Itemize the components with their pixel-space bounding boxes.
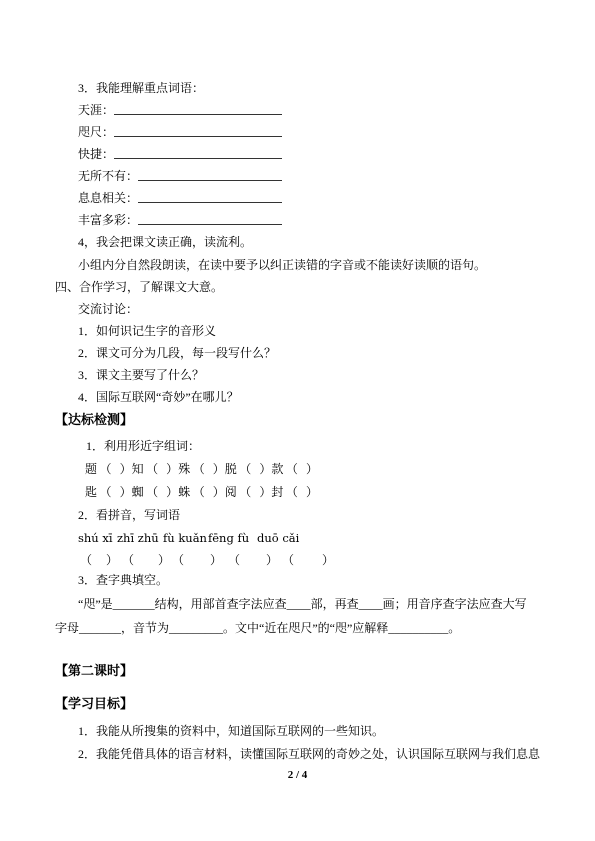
discussion-question: 3．课文主要写了什么？	[78, 368, 205, 382]
char-blank: 知（ ）	[131, 462, 179, 476]
char-blank: 殊（ ）	[178, 462, 225, 476]
vocab-term: 无所不有：	[78, 169, 139, 183]
char-blank: 阅（ ）	[224, 485, 272, 499]
reading-heading: 4，我会把课文读正确，读流利。	[78, 235, 253, 249]
q3-line: “咫”是_______结构，用部首查字法应查____部，再查____画；用音序查字法应查大写	[78, 597, 527, 611]
q3-line: 字母_______，音节为_________。文中“近在咫尺”的“咫”应解释__________。	[55, 621, 461, 635]
vocab-row	[78, 147, 282, 161]
word-blank: （ ）	[80, 553, 118, 567]
assessment-title: 【达标检测】	[55, 412, 134, 427]
goal-item: 1．我能从所搜集的资料中，知道国际互联网的一些知识。	[78, 724, 385, 738]
discussion-question: 4．国际互联网“奇妙”在哪儿？	[78, 390, 239, 404]
answer-line	[114, 114, 282, 115]
vocab-term: 咫尺：	[78, 125, 115, 139]
vocab-row	[78, 191, 282, 205]
pinyin: fēng fù	[208, 531, 250, 545]
char-blank: 匙（ ）	[85, 485, 132, 499]
answer-line	[114, 136, 282, 137]
vocab-heading: 3．我能理解重点词语：	[78, 81, 205, 95]
goal-item: 2．我能凭借具体的语言材料，读懂国际互联网的奇妙之处，认识国际互联网与我们息息	[78, 747, 541, 761]
word-blank: （ ）	[282, 553, 334, 567]
similar-chars-row	[85, 462, 318, 476]
char-blank: 题（ ）	[85, 462, 132, 476]
answer-line	[138, 180, 282, 181]
char-blank: 蛛（ ）	[178, 485, 225, 499]
discussion-question: 1．如何识记生字的音形义	[78, 324, 217, 338]
char-blank: 封（ ）	[271, 485, 318, 499]
word-blank: （ ）	[228, 553, 278, 567]
discussion-question: 2．课文可分为几段，每一段写什么？	[78, 346, 277, 360]
page-number: 2 / 4	[287, 769, 308, 781]
discussion-label: 交流讨论：	[78, 302, 139, 316]
lesson-title: 【第二课时】	[55, 663, 134, 678]
char-blank: 蜘（ ）	[131, 485, 179, 499]
answer-line	[138, 224, 282, 225]
q2-heading: 2．看拼音，写词语	[78, 508, 181, 522]
word-blank: （ ）	[122, 553, 170, 567]
vocab-row	[78, 213, 282, 227]
vocab-row	[78, 169, 282, 183]
pinyin: shú xī	[78, 531, 113, 545]
vocab-term: 丰富多彩：	[78, 213, 139, 227]
vocab-term: 息息相关：	[78, 191, 139, 205]
vocab-row	[78, 103, 282, 117]
section-heading: 四、合作学习，了解课文大意。	[55, 280, 224, 294]
pinyin: zhī zhū	[117, 531, 159, 545]
char-blank: 款（ ）	[271, 462, 318, 476]
word-blank: （ ）	[172, 553, 222, 567]
reading-instruction: 小组内分自然段朗读，在读中要予以纠正读错的字音或不能读好读顺的语句。	[78, 258, 487, 272]
answer-line	[138, 202, 282, 203]
similar-chars-row	[85, 485, 318, 499]
goals-title: 【学习目标】	[55, 696, 134, 711]
char-blank: 脱（ ）	[224, 462, 272, 476]
vocab-row	[78, 125, 282, 139]
pinyin: duō cǎi	[257, 531, 300, 545]
vocab-term: 快捷：	[78, 147, 115, 161]
q3-heading: 3．查字典填空。	[78, 573, 169, 587]
vocab-term: 天涯：	[78, 103, 115, 117]
pinyin: fù kuǎn	[163, 531, 207, 545]
q1-heading: 1．利用形近字组词：	[86, 439, 201, 453]
answer-line	[114, 158, 282, 159]
